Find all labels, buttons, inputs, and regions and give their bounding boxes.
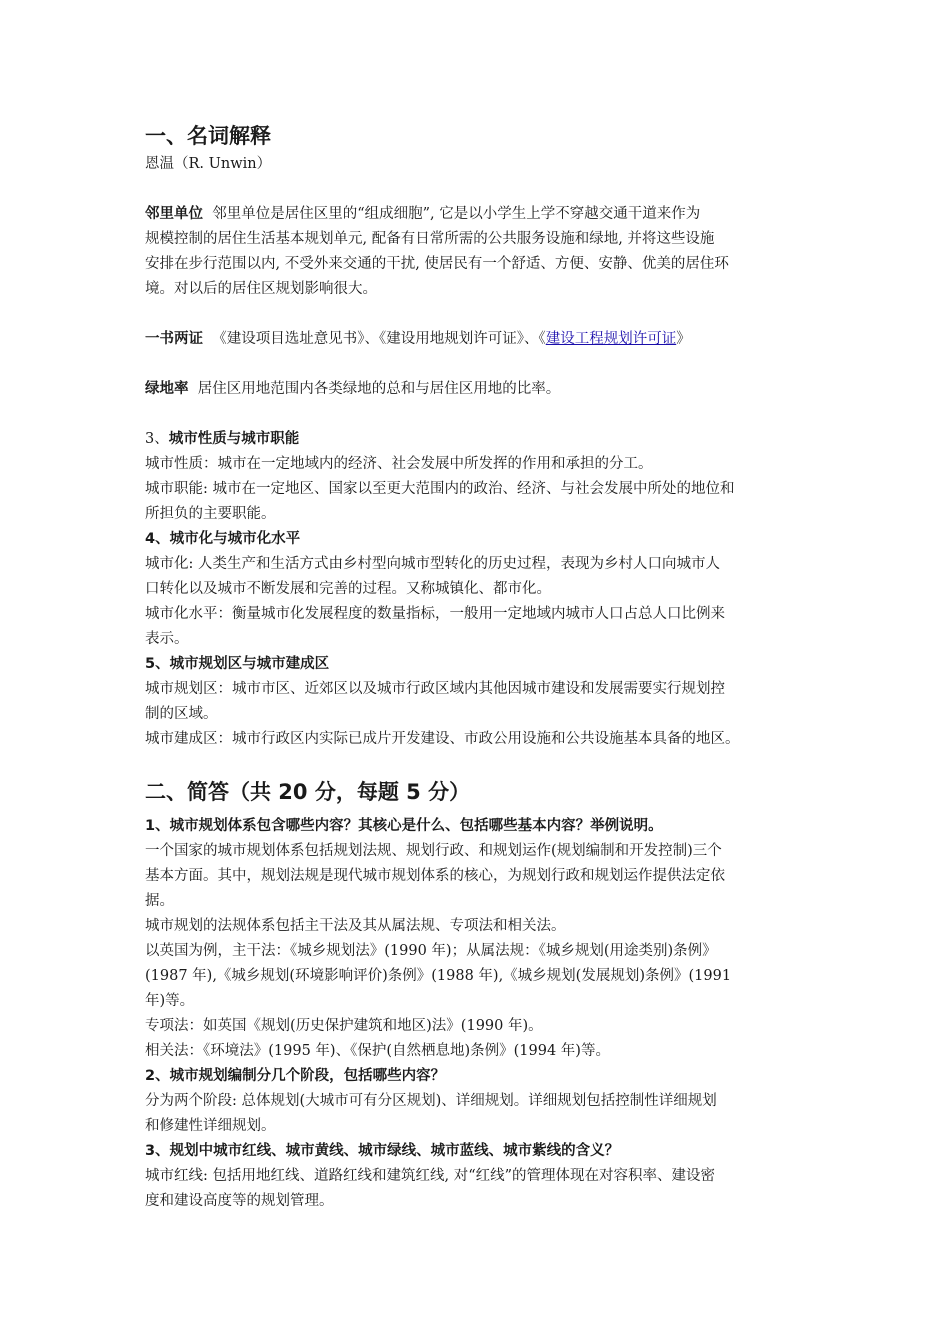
q3-line-2: 度和建设高度等的规划管理。	[145, 1193, 334, 1209]
q2-line-2: 和修建性详细规划。	[145, 1118, 276, 1134]
q1-line-8: 专项法：如英国《规划(历史保护建筑和地区)法》(1990 年)。	[145, 1018, 543, 1034]
q1-line-5: 以英国为例，主干法：《城乡规划法》(1990 年)；从属法规：《城乡规划(用途类别)条例》	[145, 943, 717, 959]
q1-title: 1、城市规划体系包含哪些内容？其核心是什么、包括哪些基本内容？举例说明。	[145, 818, 663, 834]
item4-line-4: 表示。	[145, 631, 189, 647]
item5-line-2: 制的区域。	[145, 706, 218, 722]
section2-title: 二、简答（共 20 分，每题 5 分）	[145, 780, 471, 804]
item4-line-3: 城市化水平：衡量城市化发展程度的数量指标，一般用一定地域内城市人口占总人口比例来	[145, 606, 725, 622]
item3-line-3: 所担负的主要职能。	[145, 506, 276, 522]
unwin-line: 恩温（R. Unwin）	[145, 156, 272, 172]
item5-line-1: 城市规划区：城市市区、近郊区以及城市行政区域内其他因城市建设和发展需要实行规划控	[145, 681, 725, 697]
neighborhood-term: 邻里单位	[145, 206, 203, 222]
item4-line-2: 口转化以及城市不断发展和完善的过程。又称城镇化、都市化。	[145, 581, 551, 597]
two-certs-term: 一书两证	[145, 331, 203, 347]
item4-line-1: 城市化: 人类生产和生活方式由乡村型向城市型转化的历史过程，表现为乡村人口向城市人	[145, 556, 720, 572]
item4-heading: 4、城市化与城市化水平	[145, 531, 301, 547]
q1-line-7: 年)等。	[145, 993, 195, 1009]
q2-line-1: 分为两个阶段: 总体规划(大城市可有分区规划)、详细规划。详细规划包括控制性详细规划	[145, 1093, 717, 1109]
document-page	[145, 120, 825, 1214]
item3-line-1: 城市性质：城市在一定地域内的经济、社会发展中所发挥的作用和承担的分工。	[145, 456, 653, 472]
item5-heading: 5、城市规划区与城市建成区	[145, 656, 330, 672]
two-certs-line: 一书两证 《建设项目选址意见书》、《建设用地规划许可证》、《建设工程规划许可证》	[145, 331, 691, 347]
q3-line-1: 城市红线: 包括用地红线、道路红线和建筑红线, 对“红线”的管理体现在对容积率、建设密	[145, 1168, 716, 1184]
green-ratio-term: 绿地率	[145, 381, 189, 397]
q1-line-1: 一个国家的城市规划体系包括规划法规、规划行政、和规划运作(规划编制和开发控制)三个	[145, 843, 722, 859]
neighborhood-line-1: 邻里单位 邻里单位是居住区里的“组成细胞”, 它是以小学生上学不穿越交通干道来作为	[145, 206, 701, 222]
green-ratio-line: 绿地率 居住区用地范围内各类绿地的总和与居住区用地的比率。	[145, 381, 561, 397]
neighborhood-line-3: 安排在步行范围以内, 不受外来交通的干扰, 使居民有一个舒适、方便、安静、优美的居住环	[145, 256, 729, 272]
neighborhood-line-2: 规模控制的居住生活基本规划单元, 配备有日常所需的公共服务设施和绿地, 并将这些设施	[145, 231, 715, 247]
item3-heading: 3、城市性质与城市职能	[145, 431, 300, 447]
planning-permit-link[interactable]: 建设工程规划许可证	[545, 331, 677, 347]
q3-title: 3、规划中城市红线、城市黄线、城市绿线、城市蓝线、城市紫线的含义？	[145, 1143, 620, 1159]
item5-line-3: 城市建成区：城市行政区内实际已成片开发建设、市政公用设施和公共设施基本具备的地区。	[145, 731, 740, 747]
q1-line-2: 基本方面。其中，规划法规是现代城市规划体系的核心，为规划行政和规划运作提供法定依	[145, 868, 725, 884]
neighborhood-line-4: 境。对以后的居住区规划影响很大。	[145, 281, 377, 297]
q1-line-4: 城市规划的法规体系包括主干法及其从属法规、专项法和相关法。	[145, 918, 566, 934]
item3-line-2: 城市职能: 城市在一定地区、国家以至更大范围内的政治、经济、与社会发展中所处的地位和	[145, 481, 735, 497]
q1-line-3: 据。	[145, 893, 174, 909]
q1-line-6: (1987 年),《城乡规划(环境影响评价)条例》(1988 年),《城乡规划(发展规划)条例》(1991	[145, 968, 732, 984]
section1-title: 一、名词解释	[145, 124, 271, 148]
q2-title: 2、城市规划编制分几个阶段，包括哪些内容？	[145, 1068, 446, 1084]
q1-line-9: 相关法：《环境法》(1995 年)、《保护(自然栖息地)条例》(1994 年)等。	[145, 1043, 610, 1059]
